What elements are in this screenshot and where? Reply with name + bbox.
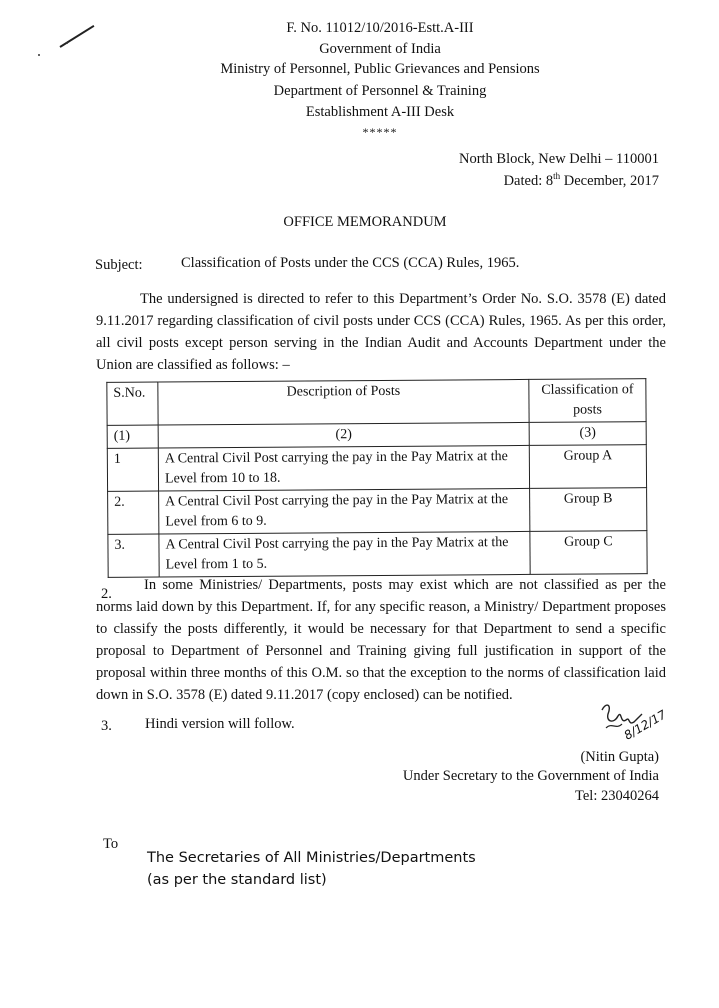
desk-line: Establishment A-III Desk	[305, 104, 455, 120]
header-sno: S.No.	[107, 382, 158, 425]
address-location: North Block, New Delhi – 110001	[458, 151, 659, 167]
to-label: To	[103, 836, 119, 852]
table-row	[108, 531, 647, 578]
subject-text: Classification of Posts under the CCS (CCA) Rules, 1965.	[181, 255, 520, 271]
numbering-1: (1)	[107, 425, 158, 448]
signatory-tel: Tel: 23040264	[575, 788, 659, 804]
paragraph-2-number: 2.	[101, 586, 112, 602]
recipient-line-1: The Secretaries of All Ministries/Departments	[147, 850, 476, 866]
row-classification: Group A	[529, 445, 646, 489]
signatory-name: (Nitin Gupta)	[580, 749, 659, 765]
table-header-row	[107, 379, 646, 426]
row-description: A Central Civil Post carrying the pay in the Pay Matrix at the Level from 10 to 18.	[158, 445, 529, 491]
numbering-2: (2)	[158, 422, 529, 448]
paragraph-3-text: Hindi version will follow.	[145, 716, 295, 732]
recipient-line-2: (as per the standard list)	[147, 872, 327, 888]
paragraph-2-text: In some Ministries/ Departments, posts may exist which are not classified as per the norms laid down by this Department. If, for any specific reason, a Ministry/ Department proposes to classify the posts differently, it would be necessary for that Department to send a specific proposal to Department of Personnel and Training giving full justification in support of the proposal within three months of this O.M. so that the exception to the norms of classification laid down in S.O. 3578 (E) dated 9.11.2017 (copy enclosed) can be notified.	[96, 577, 666, 703]
row-sno: 1	[107, 448, 158, 491]
row-sno: 2.	[108, 491, 159, 534]
address-date: Dated: 8th December, 2017	[503, 171, 659, 189]
separator-stars: *****	[362, 125, 398, 139]
speck	[38, 54, 40, 56]
speck	[66, 42, 68, 44]
classification-table	[106, 378, 647, 578]
government-line: Government of India	[319, 41, 441, 57]
header-description: Description of Posts	[158, 379, 529, 425]
table-row	[107, 445, 646, 492]
row-sno: 3.	[108, 534, 159, 577]
ministry-line: Ministry of Personnel, Public Grievances and Pensions	[220, 61, 540, 77]
subject-label: Subject:	[95, 257, 143, 273]
signatory-designation: Under Secretary to the Government of India	[402, 768, 659, 784]
header-classification: Classification of posts	[529, 379, 646, 423]
row-description: A Central Civil Post carrying the pay in the Pay Matrix at the Level from 1 to 5.	[159, 531, 530, 577]
pen-mark	[59, 25, 94, 48]
file-number: F. No. 11012/10/2016-Estt.A-III	[286, 20, 474, 36]
numbering-3: (3)	[529, 422, 646, 446]
signature-date: 8/12/17	[621, 707, 669, 743]
memo-title: OFFICE MEMORANDUM	[283, 214, 447, 230]
department-line: Department of Personnel & Training	[273, 83, 487, 99]
row-classification: Group C	[530, 531, 647, 575]
table-row	[108, 488, 647, 535]
intro-paragraph: The undersigned is directed to refer to this Department’s Order No. S.O. 3578 (E) dated 9.11.2017 regarding classification of civil posts under CCS (CCA) Rules, 1965. As per this order, all civil posts except person serving in the Indian Audit and Accounts Department under the Union are classified as follows: –	[96, 291, 666, 373]
row-classification: Group B	[530, 488, 647, 532]
row-description: A Central Civil Post carrying the pay in the Pay Matrix at the Level from 6 to 9.	[159, 488, 530, 534]
paragraph-3-number: 3.	[101, 718, 112, 734]
